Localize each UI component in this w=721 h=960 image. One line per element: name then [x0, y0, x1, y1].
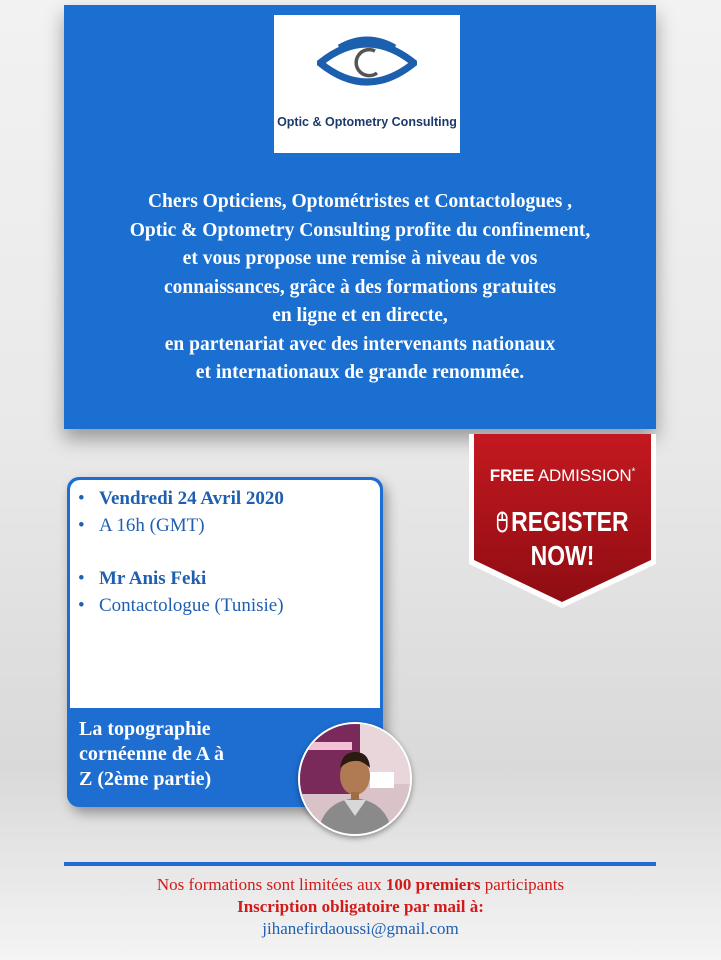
intro-line: Chers Opticiens, Optométristes et Contactologues ,	[147, 191, 573, 212]
intro-line: connaissances, grâce à des formations gratuites	[163, 276, 557, 298]
event-time-item	[78, 512, 284, 539]
speaker-role: Contactologue (Tunisie)	[99, 595, 284, 616]
intro-line: et vous propose une remise à niveau de vos	[182, 248, 538, 269]
intro-text	[64, 188, 656, 388]
intro-panel	[64, 5, 656, 429]
event-details	[70, 480, 380, 708]
bullet: •	[78, 595, 85, 616]
badge-free-admission: FREE ADMISSION*	[489, 466, 636, 485]
company-logo	[274, 15, 460, 153]
topic-line: cornéenne de A à	[79, 743, 224, 765]
footer-email[interactable]: jihanefirdaoussi@gmail.com	[262, 919, 459, 938]
bullet: •	[78, 568, 85, 589]
logo-text: Optic & Optometry Consulting	[277, 115, 457, 129]
eye-icon	[317, 33, 417, 93]
intro-line: Optic & Optometry Consulting profite du confinement,	[129, 219, 591, 241]
bullet: •	[78, 488, 85, 509]
badge-register: REGISTER	[483, 506, 643, 538]
topic-line: Z (2ème partie)	[79, 768, 212, 790]
intro-line: en partenariat avec des intervenants nationaux	[164, 333, 556, 355]
badge-now: NOW!	[530, 540, 595, 571]
divider	[64, 862, 656, 866]
speaker-name: Mr Anis Feki	[99, 568, 207, 589]
event-date: Vendredi 24 Avril 2020	[99, 488, 284, 509]
speaker-item	[78, 565, 284, 592]
mouse-icon	[496, 511, 507, 533]
topic-line: La topographie	[79, 718, 211, 740]
intro-line: en ligne et en directe,	[272, 305, 448, 326]
footer-inscription: Inscription obligatoire par mail à:	[237, 897, 484, 916]
event-date-item	[78, 485, 284, 512]
footer	[0, 874, 721, 940]
speaker-role-item	[78, 592, 284, 619]
bullet: •	[78, 515, 85, 536]
speaker-photo	[298, 722, 412, 836]
topic-title	[79, 717, 224, 792]
register-badge[interactable]	[465, 430, 660, 612]
event-time: A 16h (GMT)	[99, 515, 205, 536]
intro-line: et internationaux de grande renommée.	[195, 362, 525, 383]
footer-limit-text: Nos formations sont limitées aux 100 premiers participants	[156, 875, 565, 894]
